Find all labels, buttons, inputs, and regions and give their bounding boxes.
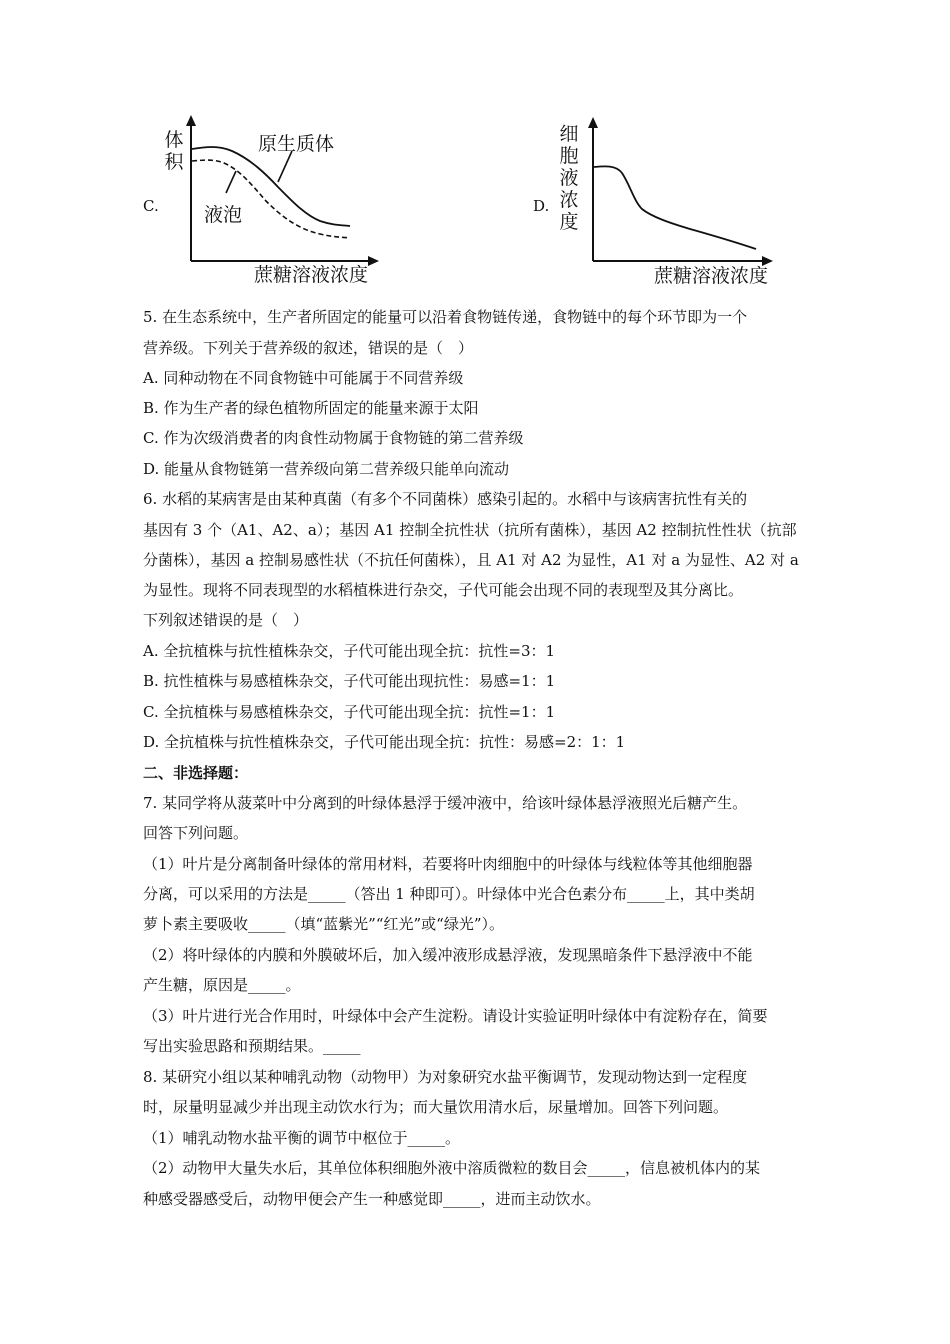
q7-stem-line-2: 回答下列问题。 (143, 824, 249, 842)
q6-option-d: D. 全抗植株与抗性植株杂交，子代可能出现全抗：抗性：易感=2：1：1 (143, 733, 626, 751)
q5-option-c: C. 作为次级消费者的肉食性动物属于食物链的第二营养级 (143, 429, 524, 447)
q6-stem-line-3: 分菌株），基因 a 控制易感性状（不抗任何菌株），且 A1 对 A2 为显性，A1 对 a 为显性、A2 对 a (143, 551, 799, 569)
q5-option-b: B. 作为生产者的绿色植物所固定的能量来源于太阳 (143, 399, 479, 417)
q5-stem-line-2: 营养级。下列关于营养级的叙述，错误的是（ ） (143, 339, 474, 357)
figure-d-x-label: 蔗糖溶液浓度 (654, 265, 769, 287)
q8-part2-line-2: 种感受器感受后，动物甲便会产生一种感觉即_____，进而主动饮水。 (143, 1190, 601, 1208)
q6-stem-line-2: 基因有 3 个（A1、A2、a）；基因 A1 控制全抗性状（抗所有菌株），基因 A2 控制抗性性状（抗部 (143, 521, 797, 539)
q8-stem-line-1: 8. 某研究小组以某种哺乳动物（动物甲）为对象研究水盐平衡调节，发现动物达到一定程度 (143, 1068, 748, 1086)
q7-part1-line-1: （1）叶片是分离制备叶绿体的常用材料，若要将叶肉细胞中的叶绿体与线粒体等其他细胞器 (143, 855, 753, 873)
q6-stem-line-1: 6. 水稻的某病害是由某种真菌（有多个不同菌株）感染引起的。水稻中与该病害抗性有关的 (143, 490, 748, 508)
q7-stem-line-1: 7. 某同学将从菠菜叶中分离到的叶绿体悬浮于缓冲液中，给该叶绿体悬浮液照光后糖产生。 (143, 794, 748, 812)
q5-stem-line-1: 5. 在生态系统中，生产者所固定的能量可以沿着食物链传递，食物链中的每个环节即为一个 (143, 308, 748, 326)
y-label-char: 积 (164, 151, 184, 173)
figure-c-dashed-curve (192, 160, 350, 238)
y-label-char: 胞 (559, 145, 579, 167)
q6-stem-line-5: 下列叙述错误的是（ ） (143, 611, 309, 629)
q6-option-b: B. 抗性植株与易感植株杂交，子代可能出现抗性：易感=1：1 (143, 672, 556, 690)
figure-c-y-label (163, 129, 185, 173)
figure-c (140, 115, 400, 295)
figure-c-solid-curve-label: 原生质体 (258, 133, 335, 155)
figure-c-dashed-curve-label: 液泡 (204, 204, 243, 226)
q8-part2-line-1: （2）动物甲大量失水后，其单位体积细胞外液中溶质微粒的数目会_____，信息被机体内的某 (143, 1159, 761, 1177)
figure-d-curve (594, 166, 756, 249)
q7-part2-line-2: 产生糖，原因是_____。 (143, 976, 301, 994)
q6-option-a: A. 全抗植株与抗性植株杂交，子代可能出现全抗：抗性=3：1 (143, 642, 556, 660)
y-label-char: 液 (559, 167, 579, 189)
q6-stem-line-4: 为显性。现将不同表现型的水稻植株进行杂交，子代可能会出现不同的表现型及其分离比。 (143, 581, 744, 599)
q7-part2-line-1: （2）将叶绿体的内膜和外膜破坏后，加入缓冲液形成悬浮液，发现黑暗条件下悬浮液中不能 (143, 946, 753, 964)
figure-d (530, 115, 790, 295)
q6-option-c: C. 全抗植株与易感植株杂交，子代可能出现全抗：抗性=1：1 (143, 703, 556, 721)
figure-c-option-label: C. (143, 197, 159, 215)
q7-part1-line-2: 分离，可以采用的方法是_____（答出 1 种即可）。叶绿体中光合色素分布_____上，其中类胡 (143, 885, 755, 903)
q8-part1: （1）哺乳动物水盐平衡的调节中枢位于_____。 (143, 1129, 461, 1147)
q5-option-d: D. 能量从食物链第一营养级向第二营养级只能单向流动 (143, 460, 510, 478)
q8-stem-line-2: 时，尿量明显减少并出现主动饮水行为；而大量饮用清水后，尿量增加。回答下列问题。 (143, 1098, 729, 1116)
figure-c-solid-pointer (278, 151, 292, 182)
y-label-char: 度 (559, 211, 579, 233)
figure-d-option-label: D. (533, 197, 550, 215)
figure-d-y-arrow (588, 117, 598, 128)
y-label-char: 浓 (559, 189, 579, 211)
q7-part3-line-1: （3）叶片进行光合作用时，叶绿体中会产生淀粉。请设计实验证明叶绿体中有淀粉存在，简要 (143, 1007, 768, 1025)
q7-part3-line-2: 写出实验思路和预期结果。_____ (143, 1037, 361, 1055)
y-label-char: 体 (164, 129, 184, 151)
figure-d-y-label (558, 123, 580, 233)
y-label-char: 细 (559, 123, 579, 145)
figure-c-dashed-pointer (226, 171, 236, 193)
figure-c-y-arrow (186, 115, 196, 126)
figure-c-x-arrow (368, 256, 379, 266)
q5-option-a: A. 同种动物在不同食物链中可能属于不同营养级 (143, 369, 464, 387)
q7-part1-line-3: 萝卜素主要吸收_____（填“蓝紫光”“红光”或“绿光”）。 (143, 915, 505, 933)
figure-c-x-label: 蔗糖溶液浓度 (254, 264, 369, 286)
section-heading: 二、非选择题： (143, 764, 249, 782)
